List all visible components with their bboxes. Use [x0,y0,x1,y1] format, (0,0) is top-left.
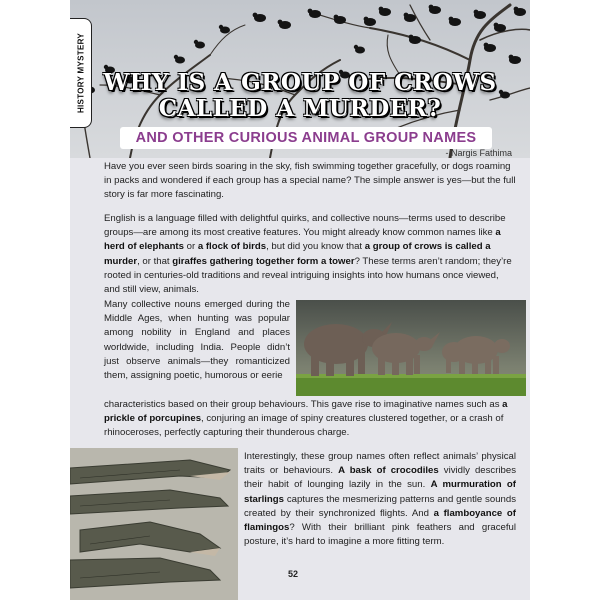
text-span: ? With their brilliant pink feathers and graceful posture, it’s hard to imagine a more fitting term. [244,522,516,548]
rhinos-illustration [296,300,526,396]
article-subtitle: AND OTHER CURIOUS ANIMAL GROUP NAMES [120,127,492,149]
crocodiles-illustration [70,448,238,600]
highlight-murder-of-crows: a group of crows is called a murder [104,241,491,267]
text-span: or [183,241,198,253]
article-title-line-1: WHY IS A GROUP OF CROWS [103,69,497,96]
highlight-herd-of-elephants: a herd of elephants [104,227,501,253]
text-span: ? These terms aren’t random; they’re rooted in centuries-old traditions and reveal intriguing insights into how humans once viewed, and still view, animals. [104,255,512,296]
page-number: 52 [288,569,299,579]
highlight-prickle-of-porcupines: a prickle of porcupines [104,399,508,425]
text-span: vividly describes their habit of lounging lazily in the sun. [244,465,516,491]
text-span: captures the mesmerizing patterns and gentle sounds created by their synchronized flights. And [244,493,516,519]
text-span: , conjuring an image of spiny creatures clustered together, or a crash of rhinoceroses, perfectly capturing their thunderous charge. [104,413,504,439]
magazine-page [70,0,530,600]
text-span: , but did you know that [266,241,365,253]
article-title-line-2: CALLED A MURDER? [158,95,442,122]
intro-paragraph: Have you ever seen birds soaring in the sky, fish swimming together gracefully, or dogs roaming in packs and wondered if each group has a special name? The simple answer is yes—but the full story is far more fascinating. [104,161,516,201]
highlight-flamboyance-of-flamingos: a flamboyance of flamingos [244,507,516,534]
section-tab-label: HISTORY MYSTERY [76,32,85,114]
crocodiles-starlings-flamingos-paragraph [244,450,516,549]
collective-nouns-paragraph [104,212,516,297]
porcupines-paragraph [104,398,516,441]
crocodiles-photo [70,448,238,600]
text-span: , or that [137,255,173,267]
highlight-murmuration-of-starlings: A murmuration of starlings [244,479,516,505]
text-span: Interestingly, these group names often reflect animals’ physical traits or behaviours. [244,451,516,477]
highlight-tower-of-giraffes: giraffes gathering together form a tower [172,255,355,267]
author-byline: - Nargis Fathima [445,148,512,158]
highlight-bask-of-crocodiles: A bask of crocodiles [338,465,439,477]
rhinoceros-photo [296,300,526,396]
highlight-flock-of-birds: a flock of birds [197,241,267,253]
middle-ages-paragraph: Many collective nouns emerged during the Middle Ages, when hunting was popular among nobility in England and places worldwide, including India. People didn’t just observe animals—they romanticized them, assigning poetic, humorous or eerie [104,299,290,382]
article-title [70,70,530,122]
text-span: English is a language filled with delightful quirks, and collective nouns—terms used to describe groups—are among its most creative features. You might already know common names like [104,213,506,239]
text-span: characteristics based on their group behaviours. This gave rise to imaginative names such as [104,399,503,410]
